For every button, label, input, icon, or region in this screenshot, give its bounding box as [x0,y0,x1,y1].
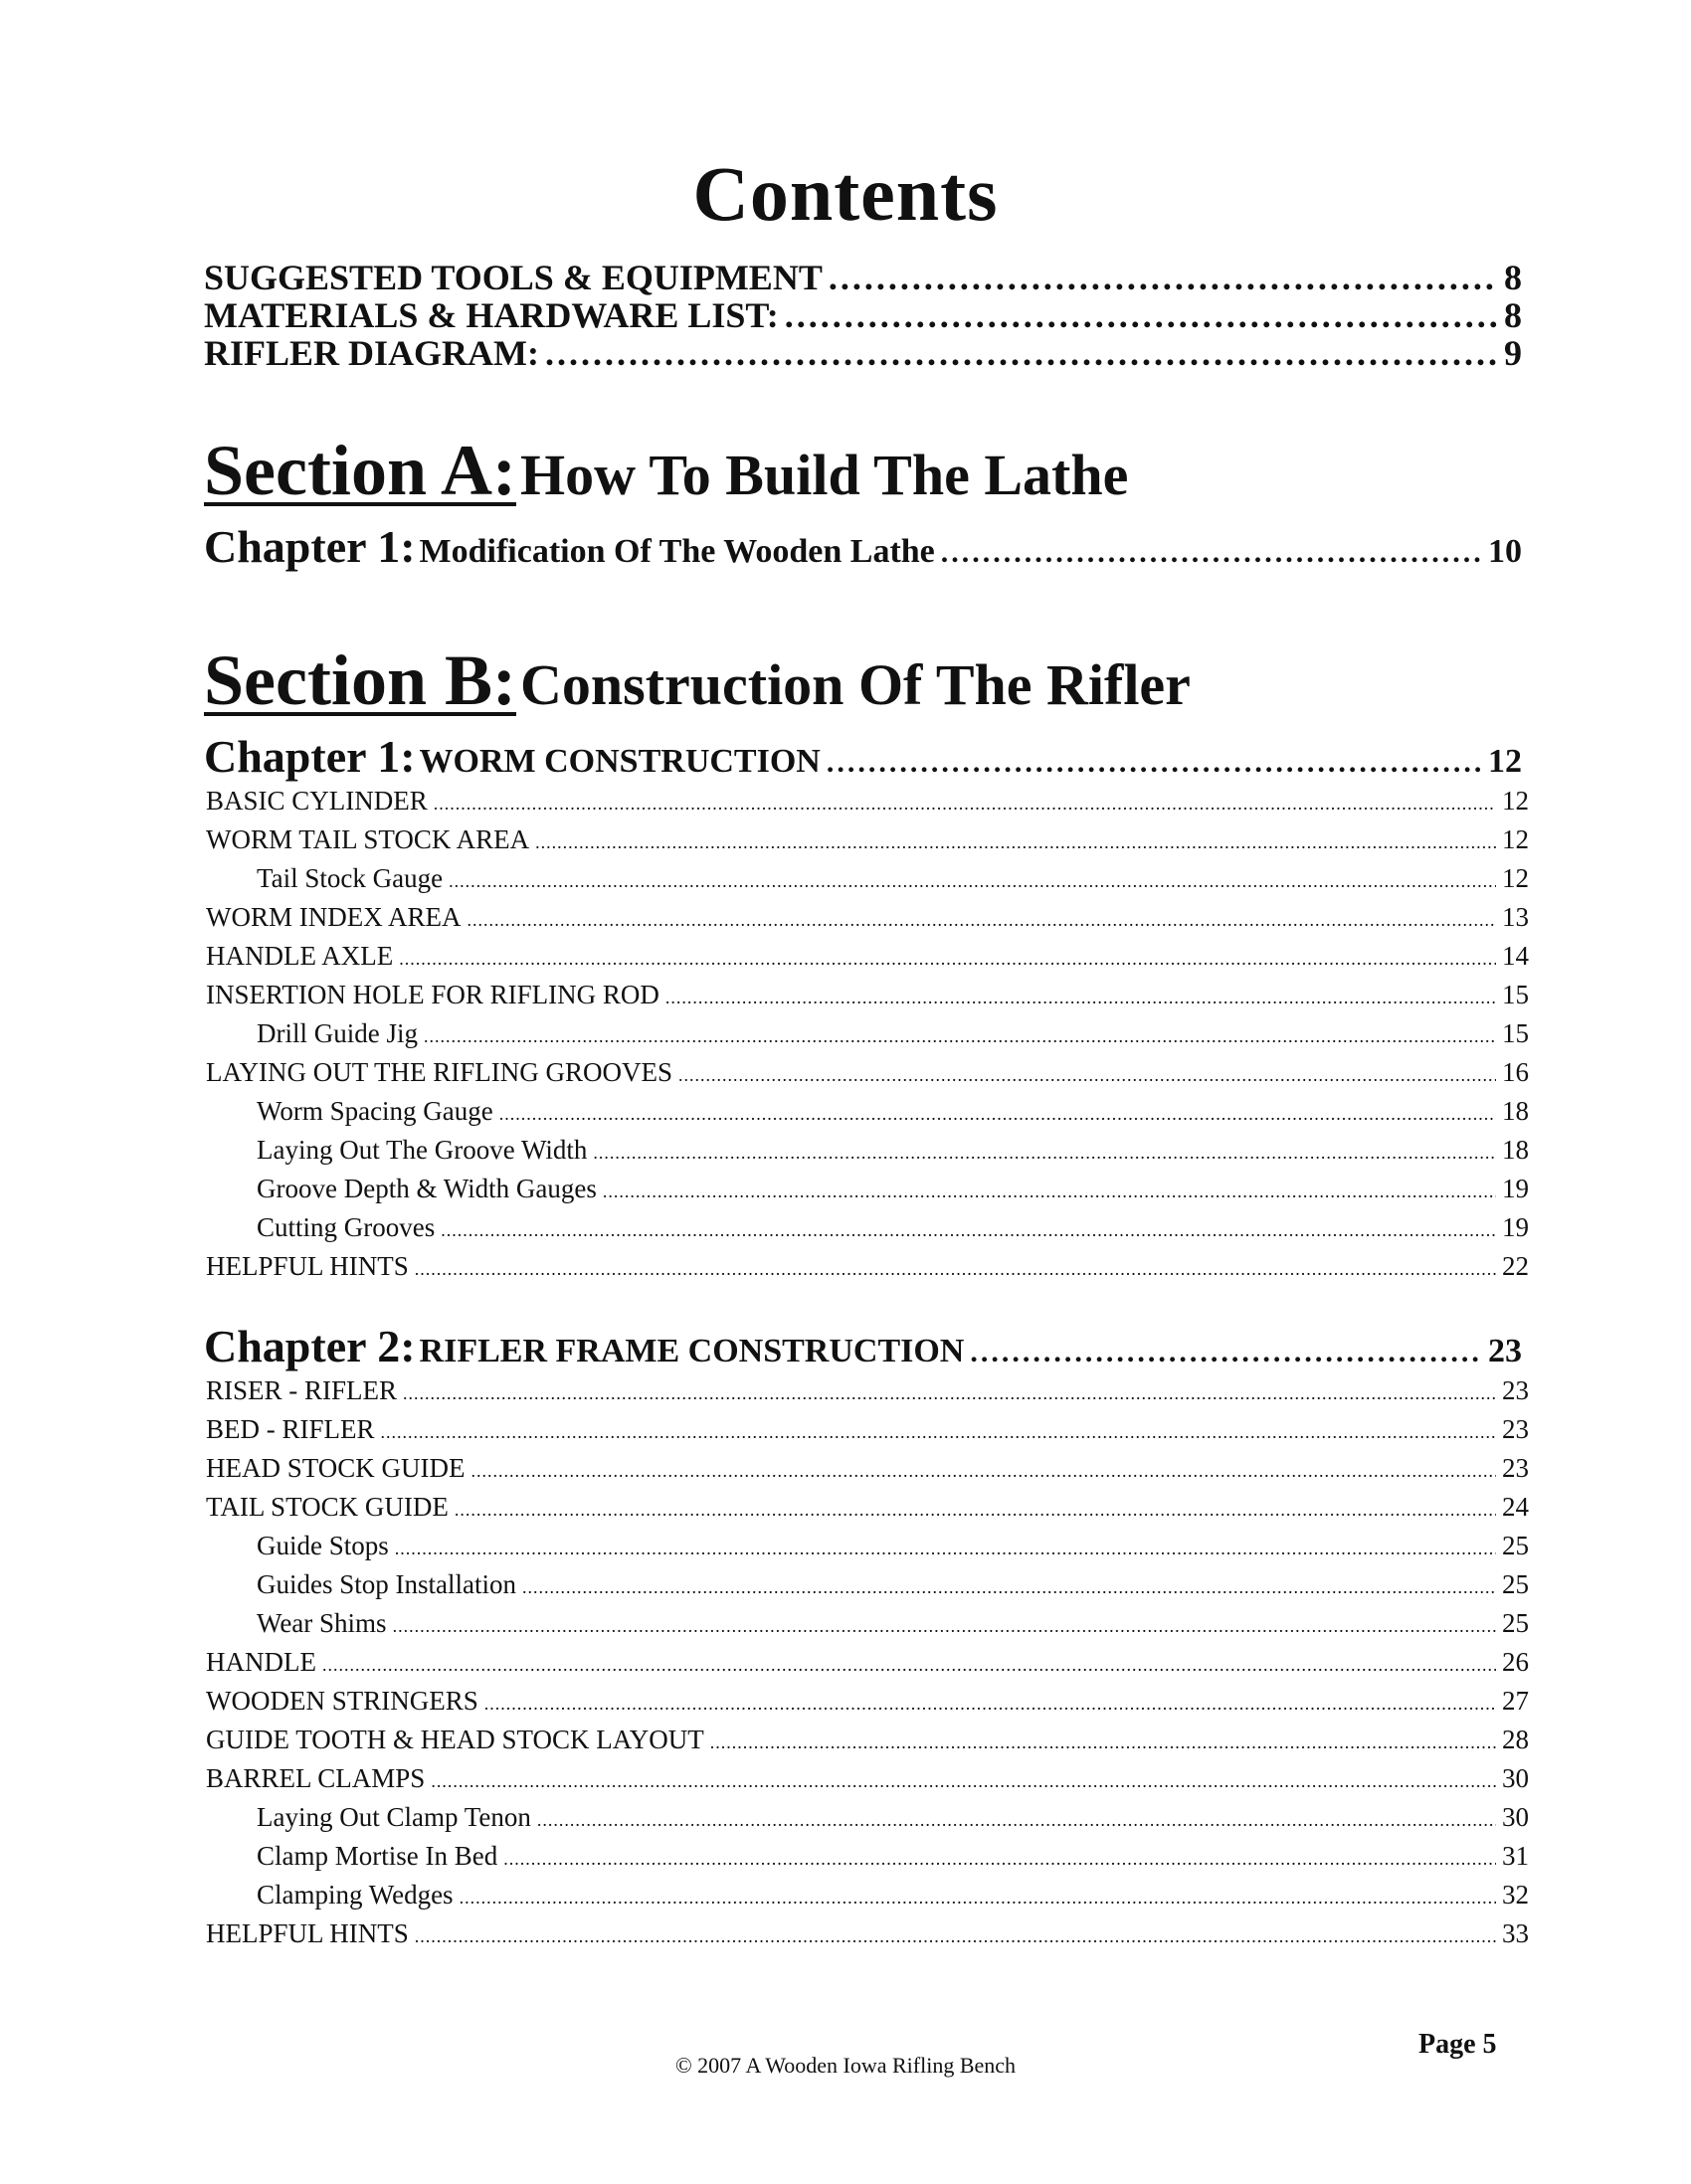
toc-entry[interactable] [206,1251,1529,1282]
toc-entry-label: WORM TAIL STOCK AREA [206,824,530,854]
toc-entry[interactable] [206,1686,1529,1717]
chapter-page: 12 [1488,743,1522,780]
chapter-page: 23 [1488,1333,1522,1369]
toc-entry-label: HELPFUL HINTS [206,1251,409,1281]
toc-entry-label: RIFLER DIAGRAM: [204,333,539,373]
toc-entry-label: Cutting Grooves [257,1212,436,1242]
toc-entry-label: Groove Depth & Width Gauges [257,1174,597,1203]
chapter-title: WORM CONSTRUCTION [419,743,821,780]
section-a-heading [204,430,1128,512]
toc-entry-page: 23 [1502,1375,1529,1405]
toc-entry-page: 23 [1502,1414,1529,1444]
toc-chapter[interactable] [204,730,1522,783]
dot-leader [593,1143,1496,1164]
dot-leader [545,332,1498,374]
toc-entry-label: Drill Guide Jig [257,1018,418,1048]
dot-leader [522,1577,1496,1598]
toc-subentry[interactable] [257,1802,1529,1833]
toc-chapter[interactable] [204,520,1522,573]
toc-subentry[interactable] [257,1096,1529,1127]
dot-leader [381,1422,1496,1443]
dot-leader [393,1616,1496,1637]
dot-leader [535,832,1496,853]
toc-entry-page: 31 [1502,1841,1529,1871]
toc-entry-label: Guides Stop Installation [257,1569,516,1599]
toc-entry-page: 33 [1502,1918,1529,1948]
toc-entry-page: 8 [1504,258,1522,297]
toc-subentry[interactable] [257,1569,1529,1600]
toc-subentry[interactable] [257,1880,1529,1911]
toc-entry-page: 12 [1502,863,1529,893]
dot-leader [970,1336,1482,1369]
toc-subentry[interactable] [257,1212,1529,1243]
dot-leader [829,257,1498,298]
section-b-title: Construction Of The Rifler [519,652,1191,717]
toc-entry-page: 18 [1502,1096,1529,1126]
dot-leader [441,1220,1496,1241]
dot-leader [499,1104,1496,1125]
toc-entry-page: 19 [1502,1174,1529,1203]
toc-entry-label: WORM INDEX AREA [206,902,462,932]
toc-entry-page: 28 [1502,1725,1529,1754]
dot-leader [827,746,1482,780]
dot-leader [424,1026,1496,1047]
toc-entry-label: Worm Spacing Gauge [257,1096,493,1126]
toc-entry-page: 18 [1502,1135,1529,1165]
toc-entry[interactable] [206,1725,1529,1755]
section-a-title: How To Build The Lathe [519,443,1129,507]
toc-entry-page: 30 [1502,1802,1529,1832]
toc-entry-label: Tail Stock Gauge [257,863,444,893]
toc-entry-label: MATERIALS & HARDWARE LIST: [204,295,779,335]
dot-leader [665,988,1496,1008]
toc-entry-page: 12 [1502,824,1529,854]
toc-entry-label: Wear Shims [257,1608,387,1638]
toc-entry-page: 24 [1502,1492,1529,1522]
dot-leader [322,1655,1496,1676]
toc-entry-label: BED - RIFLER [206,1414,375,1444]
toc-entry-label: GUIDE TOOTH & HEAD STOCK LAYOUT [206,1725,704,1754]
toc-entry[interactable] [206,1057,1529,1088]
toc-entry[interactable] [206,1763,1529,1794]
toc-entry[interactable] [206,1375,1529,1406]
toc-entry-label: HEAD STOCK GUIDE [206,1453,466,1483]
dot-leader [678,1065,1496,1086]
toc-entry-page: 25 [1502,1608,1529,1638]
toc-entry-page: 23 [1502,1453,1529,1483]
dot-leader [484,1694,1496,1715]
section-b-prefix: Section B: [204,640,516,720]
page-title: Contents [692,150,999,237]
toc-entry-page: 30 [1502,1763,1529,1793]
chapter-prefix: Chapter 1: [204,521,416,572]
toc-entry-page: 16 [1502,1057,1529,1087]
section-b-heading [204,639,1191,722]
dot-leader [603,1182,1496,1202]
toc-entry-page: 8 [1504,295,1522,335]
chapter-page: 10 [1488,533,1522,570]
dot-leader [449,871,1496,892]
toc-entry[interactable] [206,824,1529,855]
toc-subentry[interactable] [257,1174,1529,1204]
toc-entry-label: BASIC CYLINDER [206,786,428,816]
toc-entry[interactable] [206,1647,1529,1678]
toc-entry-page: 13 [1502,902,1529,932]
dot-leader [415,1926,1496,1947]
toc-entry-label: SUGGESTED TOOLS & EQUIPMENT [204,258,823,297]
section-a-prefix: Section A: [204,431,516,510]
toc-entry-page: 25 [1502,1531,1529,1560]
toc-entry-label: HANDLE AXLE [206,941,394,971]
dot-leader [941,536,1482,570]
toc-entry[interactable] [206,1918,1529,1949]
toc-entry-label: BARREL CLAMPS [206,1763,426,1793]
dot-leader [403,1383,1496,1404]
dot-leader [460,1888,1496,1909]
dot-leader [471,1461,1497,1482]
dot-leader [455,1500,1496,1521]
toc-entry-label: Clamping Wedges [257,1880,454,1910]
toc-subentry[interactable] [257,1018,1529,1049]
toc-entry-page: 9 [1504,333,1522,373]
toc-entry-label: HELPFUL HINTS [206,1918,409,1948]
toc-entry-page: 15 [1502,980,1529,1009]
toc-entry[interactable] [206,1414,1529,1445]
toc-subentry[interactable] [257,1135,1529,1166]
toc-entry[interactable] [204,294,1522,336]
dot-leader [415,1259,1496,1280]
toc-entry-page: 12 [1502,786,1529,816]
toc-entry-label: INSERTION HOLE FOR RIFLING ROD [206,980,659,1009]
toc-entry-label: Guide Stops [257,1531,389,1560]
dot-leader [395,1539,1496,1559]
toc-subentry[interactable] [257,863,1529,894]
toc-entry-label: WOODEN STRINGERS [206,1686,478,1716]
toc-subentry[interactable] [257,1841,1529,1872]
page-number: Page 5 [1418,2029,1497,2060]
toc-entry-page: 25 [1502,1569,1529,1599]
toc-subentry[interactable] [257,1608,1529,1639]
toc-entry-label: Laying Out The Groove Width [257,1135,588,1165]
dot-leader [399,949,1496,970]
toc-entry-label: LAYING OUT THE RIFLING GROOVES [206,1057,673,1087]
toc-entry-page: 14 [1502,941,1529,971]
dot-leader [785,294,1498,336]
toc-entry[interactable] [204,332,1522,374]
toc-entry[interactable] [206,1492,1529,1523]
dot-leader [503,1849,1496,1870]
dot-leader [468,910,1497,931]
toc-entry-label: Clamp Mortise In Bed [257,1841,498,1871]
dot-leader [537,1810,1496,1831]
dot-leader [431,1771,1496,1792]
toc-entry[interactable] [206,786,1529,817]
toc-entry-page: 32 [1502,1880,1529,1910]
toc-entry-page: 15 [1502,1018,1529,1048]
toc-entry-page: 22 [1502,1251,1529,1281]
toc-entry-label: HANDLE [206,1647,316,1677]
toc-subentry[interactable] [257,1531,1529,1561]
toc-entry-page: 27 [1502,1686,1529,1716]
toc-chapter[interactable] [204,1320,1522,1372]
footer-copyright: © 2007 A Wooden Iowa Rifling Bench [674,2053,1017,2078]
toc-entry[interactable] [204,257,1522,298]
chapter-prefix: Chapter 2: [204,1321,416,1371]
dot-leader [434,794,1496,815]
toc-entry-page: 19 [1502,1212,1529,1242]
chapter-prefix: Chapter 1: [204,731,416,782]
chapter-title: RIFLER FRAME CONSTRUCTION [419,1333,965,1369]
toc-entry[interactable] [206,902,1529,933]
chapter-title: Modification Of The Wooden Lathe [419,533,935,570]
toc-entry-page: 26 [1502,1647,1529,1677]
toc-entry[interactable] [206,980,1529,1010]
dot-leader [710,1732,1496,1753]
toc-entry-label: TAIL STOCK GUIDE [206,1492,449,1522]
toc-entry-label: Laying Out Clamp Tenon [257,1802,531,1832]
toc-entry-label: RISER - RIFLER [206,1375,398,1405]
toc-entry[interactable] [206,1453,1529,1484]
toc-entry[interactable] [206,941,1529,972]
